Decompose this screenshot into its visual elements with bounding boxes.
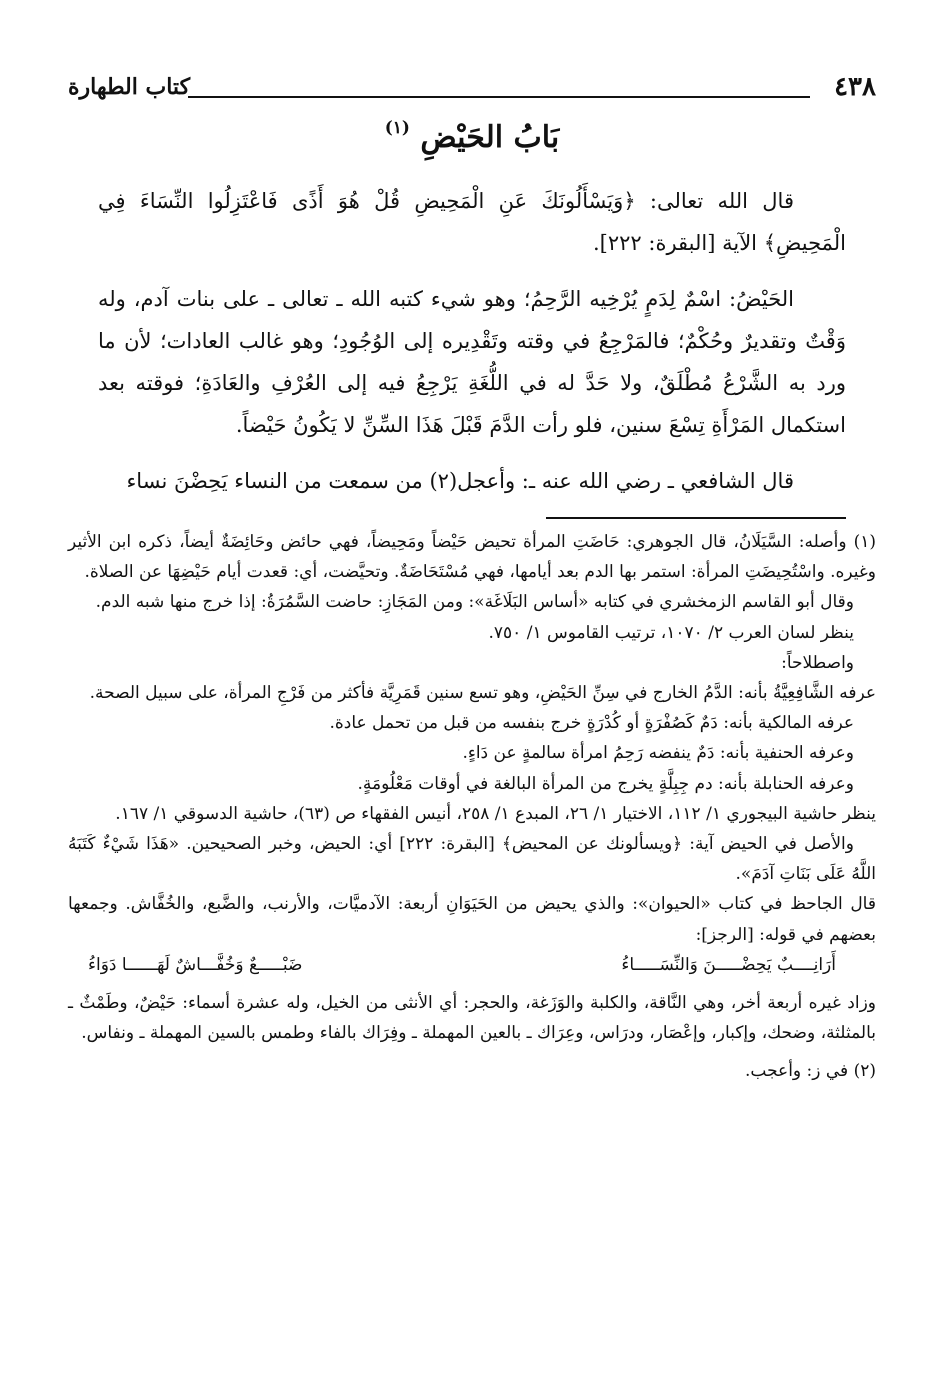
footnote-paragraph: (١) وأصله: السَّيَلَانُ، قال الجوهري: حَاضَتِ المرأة تحيض حَيْضاً ومَحِيضاً، فهي حائض وحَائِضَةٌ أيضاً، ذكره ابن الأثير وغيره. واسْتُحِيضَتِ المرأة: استمر بها الدم بعد أيامها، فهي مُسْتَحَاضَةٌ. وتحيَّضت، أي: قعدت أيام حَيْضِهَا عن الصلاة. (68, 532, 876, 583)
body-paragraph: الحَيْضُ: اسْمٌ لِدَمٍ يُرْخِيه الرَّحِمُ؛ وهو شيء كتبه الله ـ تعالى ـ على بنات آدم، وله وَقْتٌ وتقديرٌ وحُكْمٌ؛ فالمَرْجِعُ في وقته وتَقْدِيره إلى الوُجُودِ؛ وهو غالب العادات؛ لأن ما ورد به الشَّرْعُ مُطْلَقٌ، ولا حَدَّ له في اللُّغَةِ يَرْجِعُ فيه إلى العُرْفِ والعَادَةِ؛ فوقته بعد استكمال المَرْأَةِ تِسْعَ سنين، فلو رأت الدَّمَ قَبْلَ هَذَا السِّنِّ لا يَكُونُ حَيْضاً. (98, 287, 846, 437)
footnote-paragraph: (٢) في ز: وأعجب. (744, 1061, 876, 1082)
chapter-title (0, 118, 944, 155)
verse-first-hemistich: أَرَانِــــبٌ يَحِضْـــــنَ وَالنِّسَـــــاءُ (621, 954, 836, 975)
page-header (68, 72, 876, 112)
header-rule (188, 96, 810, 98)
body-paragraph: قال الله تعالى: ﴿وَيَسْأَلُونَكَ عَنِ الْمَحِيضِ قُلْ هُوَ أَذًى فَاعْتَزِلُوا النِّسَاءَ فِي الْمَحِيضِ﴾ الآية [البقرة: ٢٢٢]. (98, 189, 846, 255)
footnote-paragraph: ينظر لسان العرب ٢/ ١٠٧٠، ترتيب القاموس ١/ ٧٥٠. (488, 622, 854, 643)
footnote-paragraph: واصطلاحاً: (781, 652, 854, 673)
poetry-verse (68, 950, 876, 980)
main-text (98, 180, 846, 516)
page-number: ٤٣٨ (834, 72, 876, 102)
chapter-footnote-mark: (١) (384, 118, 410, 138)
footnote-paragraph: والأصل في الحيض آية: ﴿ويسألونك عن المحيض﴾ [البقرة: ٢٢٢] أي: الحيض، وخبر الصحيحين. «هَذَا شَيْءٌ كَتَبَهُ اللَّهُ عَلَى بَنَاتِ آدَمَ». (68, 834, 876, 885)
footnote-separator (546, 517, 846, 519)
footnote-paragraph: وزاد غيره أربعة أخر، وهي النَّاقة، والكلبة والوَزَغة، والحجر: أي الأنثى من الخيل، وله عشرة أسماء: حَيْضٌ، وطَمْثٌ ـ بالمثلثة، وضحك، وإكبار، وإعْصَار، ودرَاس، وعِرَاك ـ بالعين المهملة ـ وفِرَاك بالفاء وطمس بالسين المهملة ـ ونفاس. (68, 993, 876, 1044)
footnote-paragraph: عرفه المالكية بأنه: دَمٌ كَصُفْرَةٍ أو كُدْرَةٍ خرج بنفسه من قبل من تحمل عادة. (329, 713, 854, 734)
footnote-paragraph: وعرفه الحنابلة بأنه: دم جِبِلَّةٍ يخرج من المرأة البالغة في أوقات مَعْلُومَةٍ. (357, 773, 854, 794)
footnotes (68, 527, 876, 1087)
footnote-paragraph: عرفه الشَّافِعِيَّةُ بأنه: الدَّمُ الخارج في سِنِّ الحَيْضِ، وهو تسع سنين قَمَرِيَّة فأكثر من فَرْجِ المرأة، على سبيل الصحة. (89, 683, 876, 704)
verse-second-hemistich: ضَبْـــــعٌ وَخُفَّـــاشٌ لَهَــــــا دَوَاءُ (88, 954, 303, 975)
footnote-paragraph: قال الجاحظ في كتاب «الحيوان»: والذي يحيض من الحَيَوَانِ أربعة: الآدميَّات، والأرنب، والضَّبع، والخُفَّاش. وجمعها بعضهم في قوله: [الرجز]: (68, 894, 876, 945)
footnote-paragraph: وعرفه الحنفية بأنه: دَمٌ ينفضه رَحِمُ امرأة سالمةٍ عن دَاءٍ. (462, 743, 854, 764)
footnote-paragraph: وقال أبو القاسم الزمخشري في كتابه «أساس البَلَاغَة»: ومن المَجَازِ: حاضت السَّمُرَةُ: إذا خرج منها شبه الدم. (95, 592, 854, 613)
chapter-title-text: بَابُ الحَيْضِ (420, 120, 560, 155)
body-paragraph: قال الشافعي ـ رضي الله عنه ـ: وأعجل(٢) من سمعت من النساء يَحِضْنَ نساء (126, 469, 794, 493)
footnote-paragraph: ينظر حاشية البيجوري ١/ ١١٢، الاختيار ١/ ٢٦، المبدع ١/ ٢٥٨، أنيس الفقهاء ص (٦٣)، حاشية الدسوقي ١/ ١٦٧. (115, 803, 876, 824)
running-title: كتاب الطهارة (68, 74, 191, 100)
